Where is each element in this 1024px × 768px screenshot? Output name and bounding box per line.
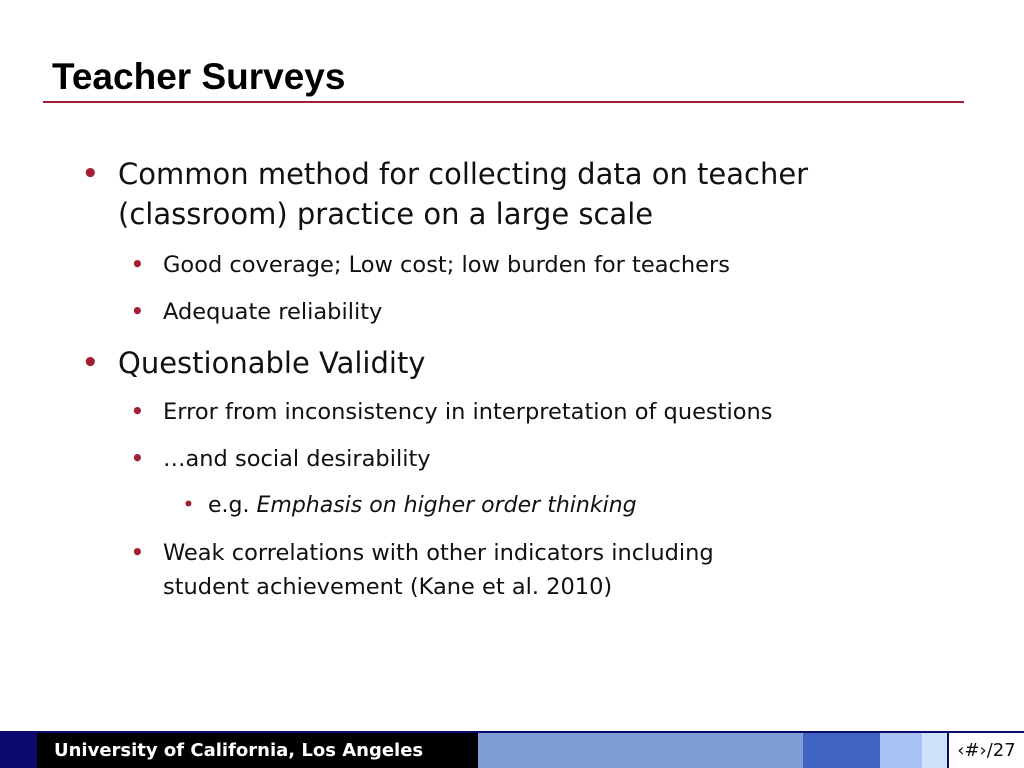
sub-bullet-adequate-reliability: [131, 295, 383, 329]
bullet-text-line: Common method for collecting data on teacher: [118, 157, 809, 191]
bullet-text-line: (classroom) practice on a large scale: [118, 197, 654, 231]
footer-navy-block: [0, 733, 37, 768]
bullet-questionable-validity: [82, 343, 426, 383]
sub-bullet-good-coverage: [131, 248, 730, 282]
bullet-text-line: student achievement (Kane et al. 2010): [163, 574, 613, 600]
footer-band-mid: [478, 733, 803, 768]
slide-footer: [0, 731, 1024, 768]
bullet-text: Adequate reliability: [163, 299, 383, 325]
sub-bullet-error-inconsistency: [131, 395, 773, 429]
page-number: ‹#›/27: [947, 733, 1024, 768]
bullet-dot-icon: •: [131, 299, 144, 323]
sub-sub-bullet-example: [183, 489, 637, 523]
bullet-dot-icon: •: [82, 159, 99, 189]
slide-title: Teacher Surveys: [52, 56, 346, 97]
bullet-text: Error from inconsistency in interpretation of questions: [163, 399, 773, 425]
bullet-dot-icon: •: [131, 446, 144, 470]
example-emphasis: Emphasis on higher order thinking: [256, 493, 637, 518]
bullet-text: Questionable Validity: [118, 346, 426, 380]
footer-band-light: [880, 733, 922, 768]
bullet-dot-icon: •: [131, 399, 144, 423]
bullet-dot-icon: •: [131, 252, 144, 276]
footer-band-dark: [803, 733, 880, 768]
footer-band-pale: [922, 733, 947, 768]
bullet-text: …and social desirability: [163, 446, 431, 472]
bullet-text: Good coverage; Low cost; low burden for teachers: [163, 252, 730, 278]
bullet-text-line: Weak correlations with other indicators including: [163, 540, 714, 566]
sub-bullet-social-desirability: [131, 442, 431, 476]
bullet-dot-icon: •: [131, 540, 144, 564]
footer-institution: University of California, Los Angeles: [37, 733, 478, 768]
sub-bullet-weak-correlations: [131, 536, 714, 604]
bullet-dot-icon: •: [183, 495, 194, 515]
example-prefix: e.g.: [208, 493, 257, 518]
bullet-dot-icon: •: [82, 348, 99, 378]
bullet-common-method: [82, 154, 809, 234]
title-underline: [43, 101, 964, 103]
